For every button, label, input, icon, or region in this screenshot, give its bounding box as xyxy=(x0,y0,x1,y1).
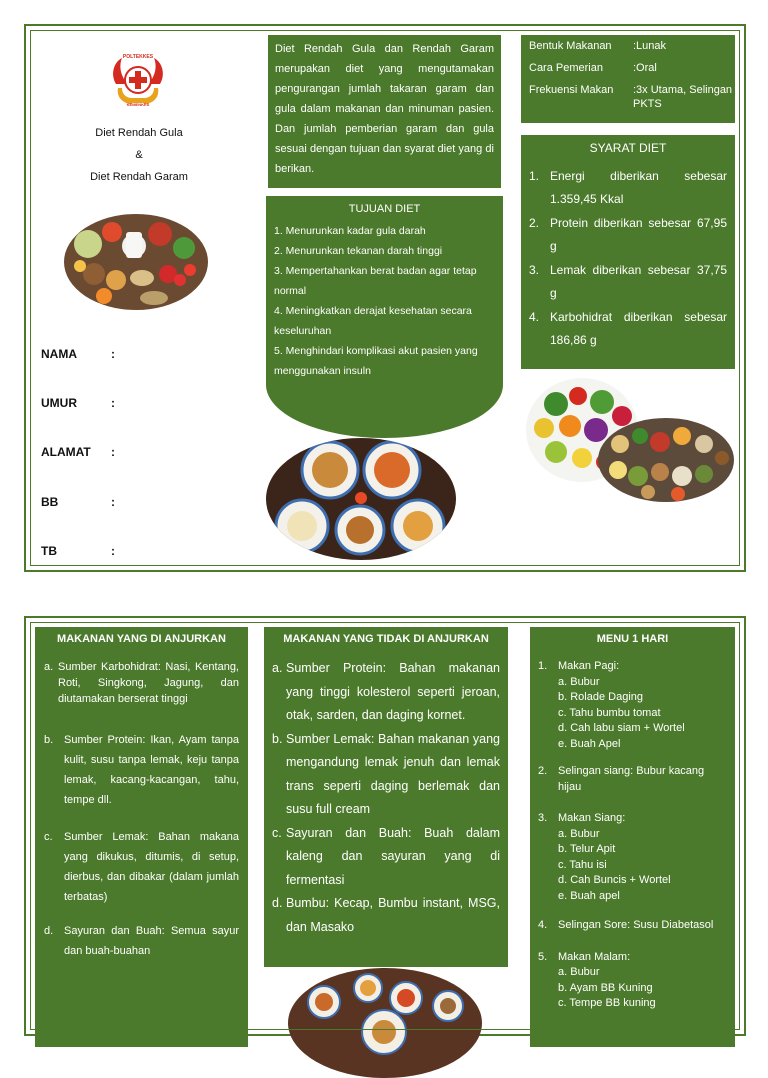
logo-bottom-text: KEMENKES xyxy=(126,102,150,107)
list-item: 3. Mempertahankan berat badan agar tetap normal xyxy=(274,265,477,297)
menu-section-title: Selingan Sore: Susu Diabetasol xyxy=(558,919,714,931)
syarat-diet-title: SYARAT DIET xyxy=(589,141,667,155)
menu-item: d. Cah Buncis + Wortel xyxy=(558,874,671,886)
menu-section xyxy=(538,764,723,795)
anjurkan-text: Sumber Protein: Ikan, Ayam tanpa kulit, susu tanpa lemak, keju tanpa lemak, kacang-kacangan, tahu, tempe dll. xyxy=(64,734,239,806)
info-val: :Oral xyxy=(633,62,657,74)
syarat-num: 2. xyxy=(529,216,540,230)
info-val: :3x Utama, Selingan PKTS xyxy=(633,84,733,110)
field-bb-label: BB xyxy=(41,495,59,509)
syarat-item xyxy=(529,259,727,305)
tidak-text: Sumber Protein: Bahan makanan yang tinggi kolesterol seperti jeroan, otak, sarden, dan daging kornet. xyxy=(286,661,500,722)
definition-text: Diet Rendah Gula dan Rendah Garam merupakan diet yang mengutamakan pengurangan jumlah takaran garam dan gula dalam makanan dan minuman pasien. Dan jumlah pemberian garam dan gula sesuai dengan tujuan dan syarat diet yang di berikan. xyxy=(275,43,494,175)
tidak-anjurkan-box xyxy=(264,627,508,967)
anjurkan-text: Sumber Karbohidrat: Nasi, Kentang, Roti, Singkong, Jagung, dan diutamakan berserat tinggi xyxy=(58,661,239,705)
tidak-num: b. xyxy=(272,731,283,746)
menu-section xyxy=(538,659,727,752)
field-nama-colon: : xyxy=(111,347,115,361)
menu-item: b. Telur Apit xyxy=(558,843,616,855)
logo-top-text: POLTEKKES xyxy=(122,54,154,60)
list-item: 4. Meningkatkan derajat kesehatan secara keseluruhan xyxy=(274,305,472,337)
cover-title-amp: & xyxy=(135,149,143,161)
tujuan-diet-box xyxy=(266,196,503,438)
menu-item: b. Rolade Daging xyxy=(558,691,644,703)
info-key: Frekuensi Makan xyxy=(529,84,614,96)
syarat-text: Karbohidrat diberikan sebesar 186,86 g xyxy=(550,310,727,347)
menu-item: c. Tahu bumbu tomat xyxy=(558,706,661,719)
menu-item: a. Bubur xyxy=(558,966,600,978)
anjurkan-title: MAKANAN YANG DI ANJURKAN xyxy=(57,633,226,645)
menu-item: a. Bubur xyxy=(558,827,600,840)
anjurkan-box xyxy=(35,627,248,1047)
leaflet-inside-sheet xyxy=(24,616,746,1036)
menu-section xyxy=(538,950,727,1012)
leaflet-front-sheet xyxy=(24,24,746,572)
syarat-item xyxy=(529,165,727,211)
cover-title-line1: Diet Rendah Gula xyxy=(95,127,183,139)
poltekkes-logo xyxy=(108,54,168,110)
field-alamat-colon: : xyxy=(111,445,115,459)
food-platter-image xyxy=(288,968,482,1078)
syarat-num: 1. xyxy=(529,169,540,183)
anjurkan-item xyxy=(44,827,239,907)
syarat-num: 3. xyxy=(529,263,540,277)
anjurkan-num: b. xyxy=(44,734,54,746)
tidak-num: d. xyxy=(272,896,283,910)
syarat-text: Protein diberikan sebesar 67,95 g xyxy=(550,216,727,253)
menu-section-title: Selingan siang: Bubur kacang hijau xyxy=(558,765,705,793)
healthy-food-image xyxy=(64,214,208,310)
meal-dishes-image xyxy=(266,438,456,560)
cover-title-line2: Diet Rendah Garam xyxy=(90,171,188,183)
tidak-item xyxy=(272,728,500,822)
menu-item: a. Bubur xyxy=(558,675,600,688)
syarat-item xyxy=(529,306,727,352)
menu-title: MENU 1 HARI xyxy=(596,633,669,645)
field-umur-colon: : xyxy=(111,396,115,410)
menu-section-num: 5. xyxy=(538,950,548,963)
menu-section-title: Makan Malam: xyxy=(558,950,631,963)
menu-item: e. Buah Apel xyxy=(558,737,621,750)
field-bb-colon: : xyxy=(111,495,115,509)
menu-section-num: 4. xyxy=(538,919,548,931)
tidak-num: a. xyxy=(272,661,283,675)
menu-item: b. Ayam BB Kuning xyxy=(558,981,653,994)
tidak-item xyxy=(272,892,500,939)
info-key: Bentuk Makanan xyxy=(529,40,612,52)
tidak-num: c. xyxy=(272,825,282,840)
info-box xyxy=(521,35,735,123)
syarat-num: 4. xyxy=(529,310,540,324)
menu-section-title: Makan Siang: xyxy=(558,812,626,824)
tidak-item xyxy=(272,657,500,728)
syarat-diet-box xyxy=(521,135,735,369)
info-row xyxy=(529,83,733,113)
anjurkan-item xyxy=(44,730,239,810)
syarat-text: Lemak diberikan sebesar 37,75 g xyxy=(550,263,727,300)
anjurkan-item xyxy=(44,921,239,961)
anjurkan-num: d. xyxy=(44,925,54,937)
syarat-item xyxy=(529,212,727,258)
syarat-text: Energi diberikan sebesar 1.359,45 Kkal xyxy=(550,169,727,206)
menu-section-num: 1. xyxy=(538,660,548,672)
info-key: Cara Pemerian xyxy=(529,62,603,74)
menu-section-num: 3. xyxy=(538,812,548,824)
tujuan-diet-list xyxy=(274,221,495,381)
info-row xyxy=(529,61,727,83)
anjurkan-num: a. xyxy=(44,661,54,673)
tidak-text: Sumber Lemak: Bahan makanan yang mengandung lemak jenuh dan lemak trans seperti daging berlemak dan susu full cream xyxy=(286,731,500,816)
menu-item: c. Tahu isi xyxy=(558,858,607,871)
tujuan-diet-title: TUJUAN DIET xyxy=(348,203,421,215)
tidak-item xyxy=(272,822,500,893)
list-item: 5. Menghindari komplikasi akut pasien yang menggunakan insuln xyxy=(274,345,478,377)
tidak-text: Sayuran dan Buah: Buah dalam kaleng dan sayuran yang di fermentasi xyxy=(286,825,500,887)
menu-section-title: Makan Pagi: xyxy=(558,660,620,672)
tidak-anjurkan-title: MAKANAN YANG TIDAK DI ANJURKAN xyxy=(283,633,489,645)
field-umur-label: UMUR xyxy=(41,396,77,410)
menu-item: d. Cah labu siam + Wortel xyxy=(558,722,685,734)
menu-item: e. Buah apel xyxy=(558,889,620,902)
anjurkan-item xyxy=(44,659,239,707)
field-tb-colon: : xyxy=(111,544,115,558)
menu-item: c. Tempe BB kuning xyxy=(558,997,656,1009)
cover-title xyxy=(46,122,232,188)
grains-nuts-image xyxy=(598,418,734,502)
field-alamat-label: ALAMAT xyxy=(41,445,91,459)
list-item: 1. Menurunkan kadar gula darah xyxy=(274,225,426,237)
info-row xyxy=(529,39,727,61)
definition-box xyxy=(268,35,501,188)
field-nama-label: NAMA xyxy=(41,347,77,361)
info-val: :Lunak xyxy=(633,40,667,52)
list-item: 2. Menurunkan tekanan darah tinggi xyxy=(274,245,443,257)
anjurkan-text: Sumber Lemak: Bahan makana yang dikukus, ditumis, di setup, dierbus, dan dibakar (dalam jumlah terbatas) xyxy=(64,831,239,903)
menu-box xyxy=(530,627,735,1047)
anjurkan-text: Sayuran dan Buah: Semua sayur dan buah-buahan xyxy=(64,925,239,957)
menu-section-num: 2. xyxy=(538,765,548,777)
field-tb-label: TB xyxy=(41,544,57,558)
menu-section xyxy=(538,811,727,904)
menu-section xyxy=(538,918,727,934)
tidak-text: Bumbu: Kecap, Bumbu instant, MSG, dan Masako xyxy=(286,896,500,934)
anjurkan-num: c. xyxy=(44,831,53,843)
